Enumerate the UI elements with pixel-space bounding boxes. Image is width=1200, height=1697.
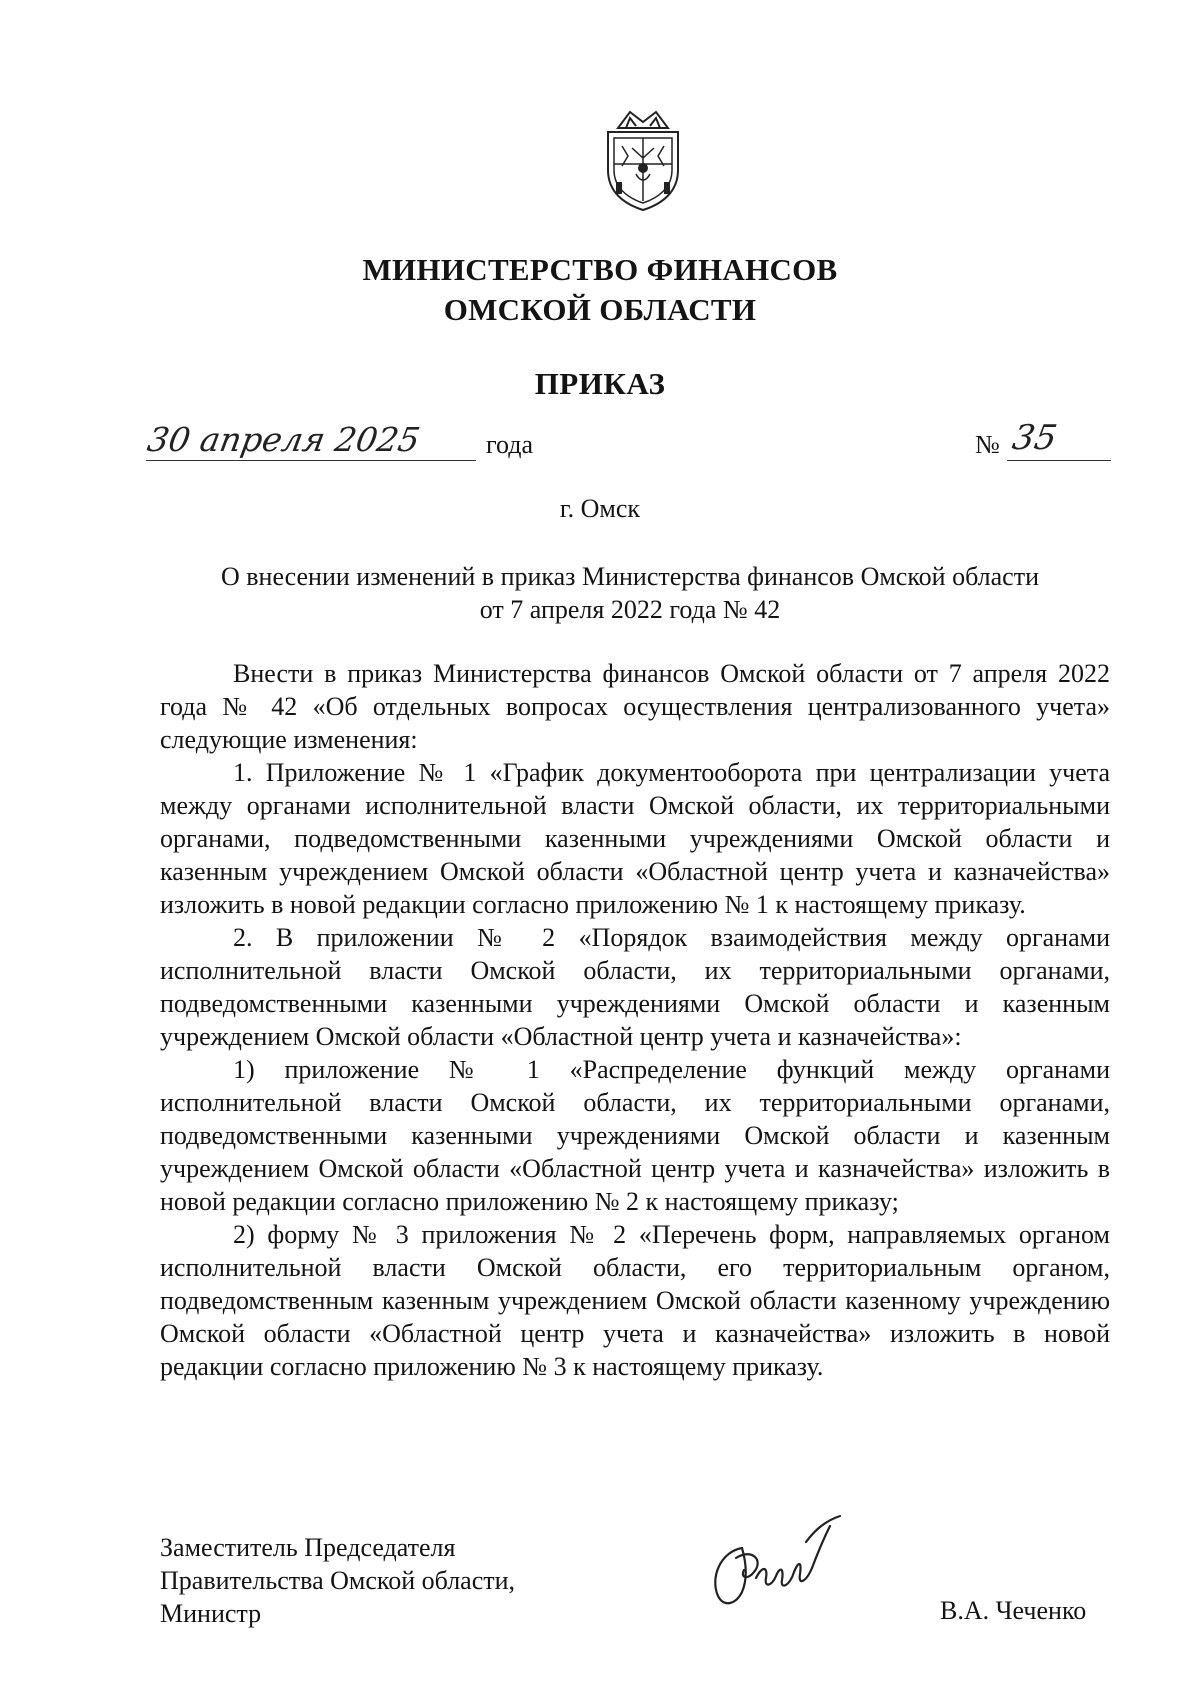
signatory-title: [160, 1531, 515, 1630]
city-line: г. Омск: [559, 494, 641, 523]
coat-of-arms-icon: [596, 108, 690, 212]
subject-heading: [140, 560, 1120, 626]
document-type-title: ПРИКАЗ: [534, 366, 666, 401]
date-suffix: года: [486, 430, 534, 459]
body-paragraph-item2-sub1: 1) приложение № 1 «Распределение функций между органами исполнительной власти Омской области, их территориальными органами, подведомственными казенными учреждениями Омской области и казенным учреждением Омской области «Областной центр учета и казначейства» изложить в новой редакции согласно приложению № 2 к настоящему приказу;: [160, 1055, 1110, 1216]
body-paragraph-item2: 2. В приложении № 2 «Порядок взаимодействия между органами исполнительной власти Омской области, их территориальными органами, подведомственными казенными учреждениями Омской области и казенным учреждением Омской области «Областной центр учета и казначейства»:: [160, 923, 1110, 1051]
signatory-title-line2: Правительства Омской области,: [160, 1566, 516, 1595]
handwritten-date: 30 апреля 2025: [144, 420, 423, 459]
ministry-name-line1: МИНИСТЕРСТВО ФИНАНСОВ: [362, 252, 838, 287]
signatory-name: В.А. Чеченко: [940, 1596, 1087, 1625]
signatory-title-line1: Заместитель Председателя: [160, 1533, 456, 1562]
handwritten-number: 35: [1009, 418, 1060, 458]
subject-line1: О внесении изменений в приказ Министерства финансов Омской области: [221, 562, 1039, 591]
subject-line2: от 7 апреля 2022 года № 42: [479, 595, 781, 624]
signatory-title-line3: Министр: [160, 1599, 262, 1628]
order-body: [160, 657, 1110, 1383]
ministry-name-line2: ОМСКОЙ ОБЛАСТИ: [443, 292, 757, 327]
body-paragraph-item2-sub2: 2) форму № 3 приложения № 2 «Перечень форм, направляемых органом исполнительной власти Омской области, его территориальным органом, подведомственным казенным учреждением Омской области казенному учреждению Омской области «Областной центр учета и казначейства» изложить в новой редакции согласно приложению № 3 к настоящему приказу.: [160, 1220, 1110, 1381]
body-paragraph-item1: 1. Приложение № 1 «График документооборота при централизации учета между органами исполнительной власти Омской области, их территориальными органами, подведомственными казенными учреждениями Омской области и казенным учреждением Омской области «Областной центр учета и казначейства» изложить в новой редакции согласно приложению № 1 к настоящему приказу.: [160, 758, 1110, 919]
body-paragraph-intro: Внести в приказ Министерства финансов Омской области от 7 апреля 2022 года № 42 «Об отдельных вопросах осуществления централизованного учета» следующие изменения:: [160, 659, 1110, 754]
handwritten-signature-icon: [702, 1508, 852, 1618]
number-label: №: [975, 430, 1000, 459]
